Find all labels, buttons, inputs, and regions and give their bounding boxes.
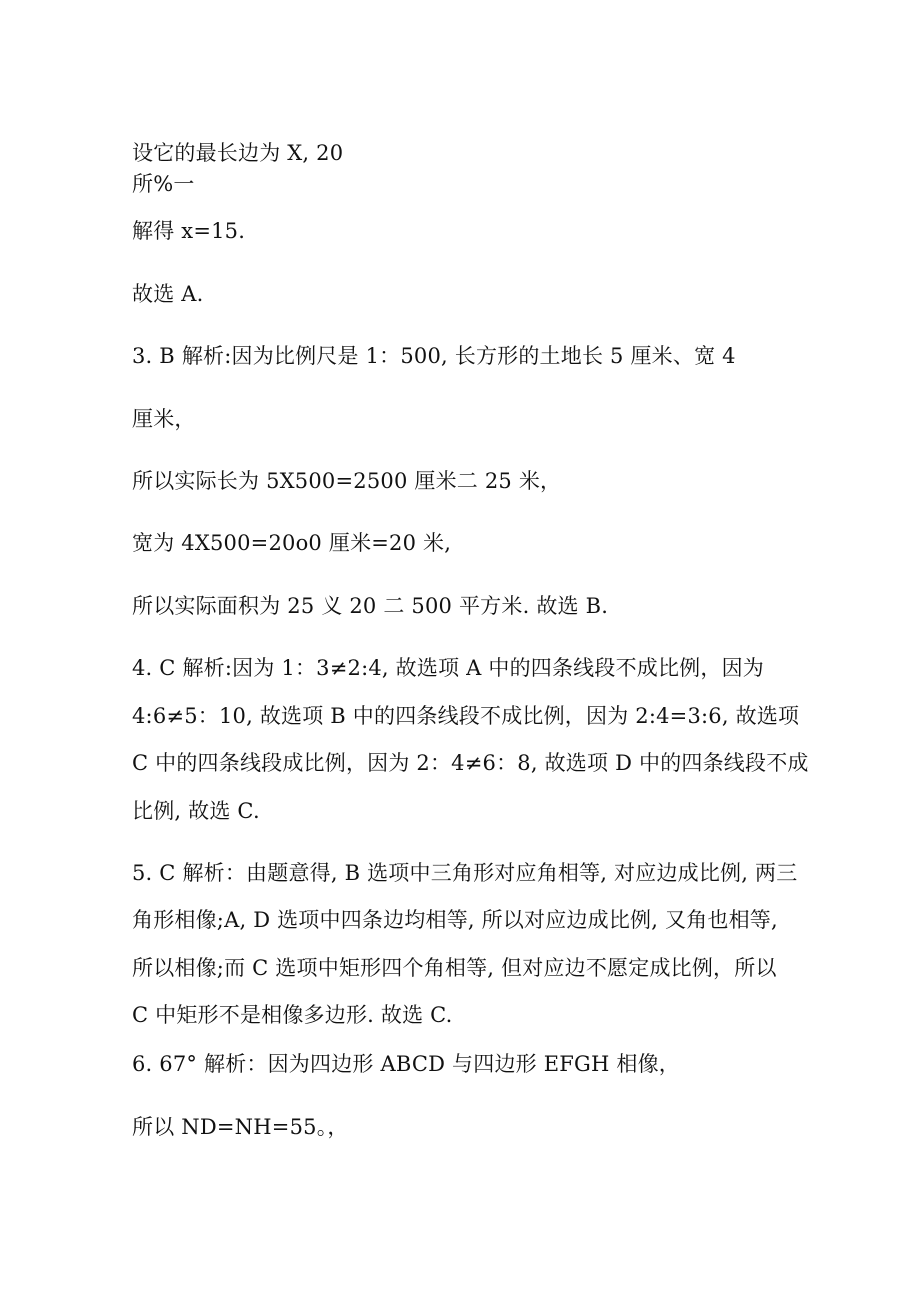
text-line-4: 故选 A. (132, 282, 204, 306)
text-line-3: 解得 x=15. (132, 219, 246, 243)
text-line-13: 比例, 故选 C. (132, 799, 260, 823)
text-line-1: 设它的最长边为 X, 20 (132, 141, 344, 165)
text-line-2: 所%一 (132, 172, 195, 196)
text-line-8: 宽为 4X500=20o0 厘米=20 米, (132, 531, 452, 555)
text-line-18: 6. 67° 解析：因为四边形 ABCD 与四边形 EFGH 相像， (132, 1052, 680, 1076)
text-line-5: 3. B 解析:因为比例尺是 1：500, 长方形的土地长 5 厘米、宽 4 (132, 344, 736, 368)
text-line-16: 所以相像;而 C 选项中矩形四个角相等, 但对应边不愿定成比例，所以 (132, 956, 777, 980)
text-line-14: 5. C 解析：由题意得, B 选项中三角形对应角相等, 对应边成比例, 两三 (132, 861, 798, 885)
text-line-12: C 中的四条线段成比例，因为 2：4≠6：8, 故选项 D 中的四条线段不成 (132, 751, 809, 775)
text-line-7: 所以实际长为 5X500=2500 厘米二 25 米， (132, 469, 562, 493)
text-line-10: 4. C 解析:因为 1：3≠2:4, 故选项 A 中的四条线段不成比例，因为 (132, 656, 764, 680)
text-line-15: 角形相像;A, D 选项中四条边均相等, 所以对应边成比例, 又角也相等, (132, 908, 778, 932)
text-line-11: 4:6≠5：10, 故选项 B 中的四条线段不成比例，因为 2:4=3:6, 故选项 (132, 704, 800, 728)
text-line-17: C 中矩形不是相像多边形. 故选 C. (132, 1003, 453, 1027)
text-line-6: 厘米， (132, 407, 196, 431)
text-line-19: 所以 ND=NH=55。， (132, 1115, 349, 1139)
text-line-9: 所以实际面积为 25 义 20 二 500 平方米. 故选 B. (132, 594, 609, 618)
